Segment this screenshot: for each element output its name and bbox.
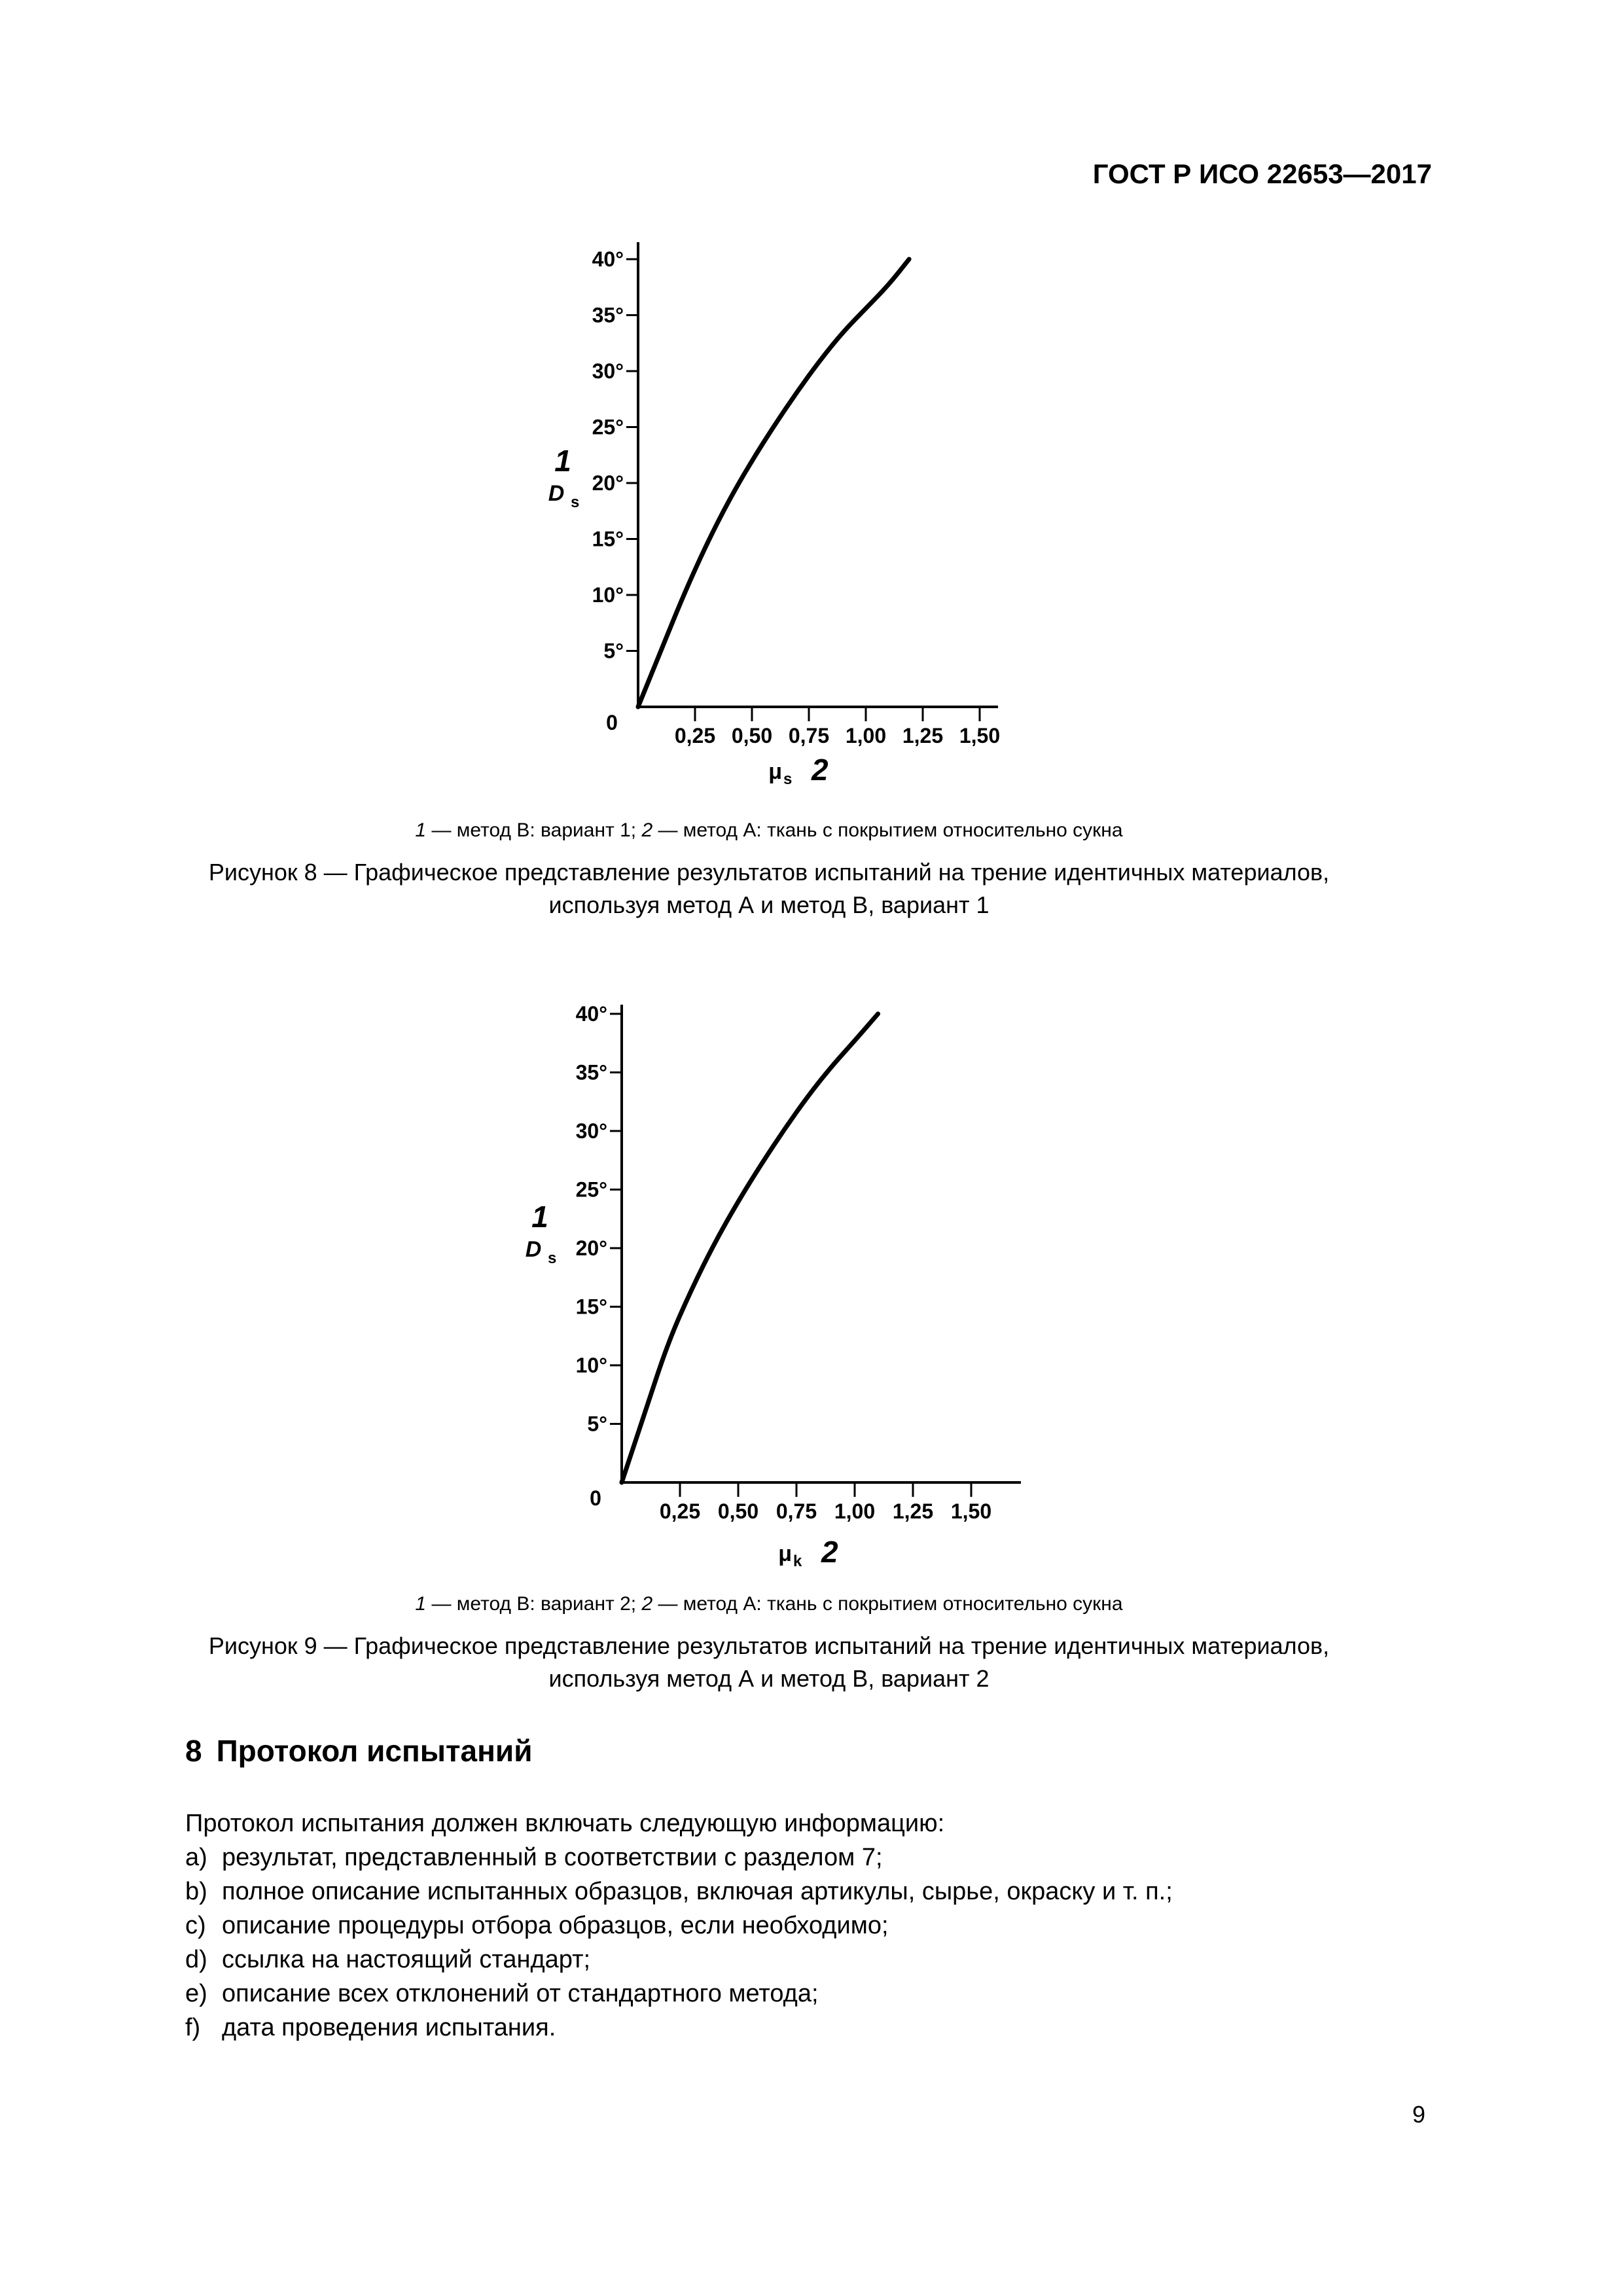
list-text: ссылка на настоящий стандарт; (222, 1946, 591, 1973)
x-tick-label: 0,25 (659, 1499, 701, 1523)
x-axis-subscript: s (783, 770, 793, 788)
x-axis-symbol: μ (778, 1541, 792, 1566)
list-item (185, 1943, 1173, 1977)
list-letter: e) (185, 1980, 207, 2007)
legend-key-1: 1 (415, 819, 427, 841)
figure-9 (0, 949, 1623, 1708)
y-tick-label: 5° (587, 1412, 607, 1436)
x-axis-symbol: μ (768, 759, 782, 784)
legend-text-1: — метод В: вариант 1; (426, 819, 642, 841)
x-tick-label: 1,25 (892, 1499, 934, 1523)
x-axis-subscript: k (793, 1552, 802, 1570)
origin-label: 0 (590, 1486, 601, 1510)
x-tick-label: 0,75 (776, 1499, 817, 1523)
list-letter: b) (185, 1878, 207, 1905)
y-tick-label: 30° (592, 359, 624, 383)
list-text: результат, представленный в соответствии с разделом 7; (222, 1844, 883, 1871)
legend-text-1: — метод В: вариант 2; (426, 1593, 642, 1615)
y-tick-label: 20° (592, 471, 624, 495)
y-tick-label: 30° (575, 1119, 607, 1143)
document-header: ГОСТ Р ИСО 22653—2017 (1092, 158, 1432, 189)
list-item (185, 1874, 1173, 1909)
y-tick-label: 35° (592, 303, 624, 327)
caption-line-1: Рисунок 9 — Графическое представление результатов испытаний на трение идентичных материалов, (208, 1632, 1330, 1659)
figure-8-caption (0, 856, 1538, 922)
list-item (185, 1840, 1173, 1874)
list-letter: d) (185, 1946, 207, 1973)
y-tick-label: 15° (575, 1295, 607, 1319)
list-item (185, 2011, 1173, 2045)
y-tick-label: 20° (575, 1236, 607, 1260)
figure-8-chart (0, 0, 1623, 929)
list-letter: a) (185, 1844, 207, 1871)
section-body (185, 1806, 1173, 2045)
data-curve (622, 1014, 878, 1482)
legend-text-2: — метод А: ткань с покрытием относительно сукна (652, 819, 1123, 841)
x-tick-label: 0,50 (731, 724, 773, 747)
figure-9-chart (0, 949, 1623, 1695)
y-tick-label: 10° (592, 583, 624, 607)
list-letter: c) (185, 1912, 206, 1939)
x-tick-label: 0,25 (674, 724, 716, 747)
figure-9-legend (0, 1593, 1538, 1615)
list-text: описание всех отклонений от стандартного метода; (222, 1980, 819, 2007)
x-tick-label: 1,00 (834, 1499, 876, 1523)
y-tick-label: 10° (575, 1354, 607, 1377)
caption-line-2: используя метод А и метод В, вариант 2 (548, 1665, 990, 1692)
data-curve (638, 259, 909, 707)
y-axis-symbol: D (525, 1237, 542, 1262)
y-tick-label: 25° (575, 1177, 607, 1202)
x-tick-label: 1,00 (845, 724, 887, 747)
list-letter: f) (185, 2014, 201, 2041)
legend-text-2: — метод А: ткань с покрытием относительно сукна (652, 1593, 1123, 1615)
y-tick-label: 25° (592, 415, 624, 439)
section-title: Протокол испытаний (216, 1734, 533, 1768)
y-axis-number: 1 (554, 444, 571, 478)
page-number: 9 (1412, 2101, 1425, 2128)
list-item (185, 1909, 1173, 1943)
list-item (185, 1977, 1173, 2011)
y-axis-subscript: s (548, 1249, 557, 1267)
list-text: полное описание испытанных образцов, включая артикулы, сырье, окраску и т. п.; (222, 1878, 1173, 1905)
caption-line-1: Рисунок 8 — Графическое представление результатов испытаний на трение идентичных материалов, (208, 859, 1330, 886)
x-tick-label: 1,50 (959, 724, 1001, 747)
origin-label: 0 (606, 711, 618, 734)
y-tick-label: 15° (592, 527, 624, 551)
x-tick-label: 0,75 (788, 724, 830, 747)
legend-key-2: 2 (641, 819, 653, 841)
figure-8 (0, 0, 1623, 929)
legend-key-1: 1 (415, 1593, 427, 1615)
x-axis-number: 2 (812, 753, 829, 787)
list-text: описание процедуры отбора образцов, если необходимо; (222, 1912, 889, 1939)
legend-key-2: 2 (641, 1593, 653, 1615)
section-number: 8 (185, 1734, 202, 1768)
figure-8-legend (0, 819, 1538, 842)
y-axis-subscript: s (571, 493, 580, 511)
list-text: дата проведения испытания. (222, 2014, 556, 2041)
intro-paragraph: Протокол испытания должен включать следующую информацию: (185, 1810, 945, 1837)
x-tick-label: 0,50 (717, 1499, 759, 1523)
x-tick-label: 1,25 (902, 724, 944, 747)
x-axis-number: 2 (821, 1535, 838, 1569)
y-axis-symbol: D (548, 481, 565, 506)
y-tick-label: 35° (575, 1060, 607, 1085)
y-tick-label: 40° (575, 1002, 607, 1026)
section-heading (185, 1733, 532, 1768)
caption-line-2: используя метод А и метод В, вариант 1 (548, 891, 990, 918)
figure-9-caption (0, 1630, 1538, 1695)
y-tick-label: 40° (592, 247, 624, 271)
y-axis-number: 1 (531, 1200, 548, 1234)
x-tick-label: 1,50 (950, 1499, 992, 1523)
y-tick-label: 5° (603, 639, 624, 663)
